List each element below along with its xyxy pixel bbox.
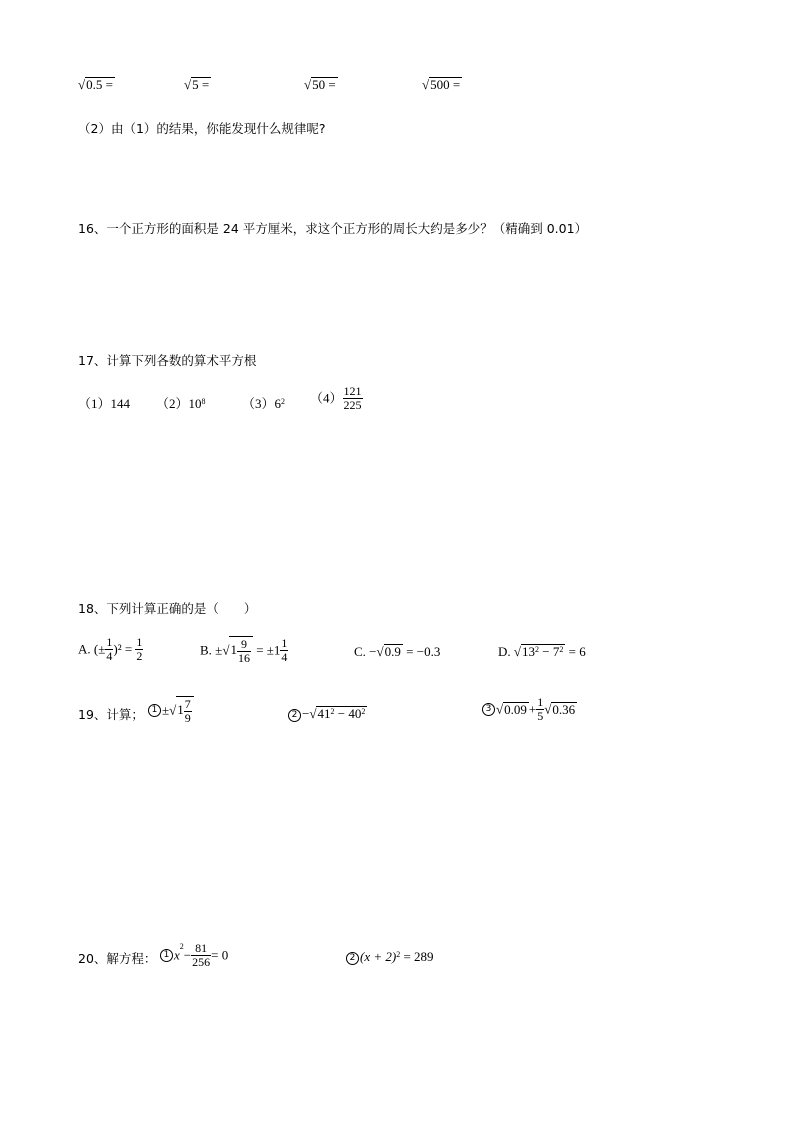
q17-item-3: $(3)6^2$: [242, 396, 286, 411]
sqrt-0.5: 0.5 =: [86, 77, 113, 92]
q18-option-b: B. ±√1 $\frac{9}{16}$ = ±1 $\frac{1}{4}$: [200, 635, 288, 665]
q18-option-a: A. (± $\frac{1}{4}$ )² = $\frac{1}{2}$: [78, 635, 143, 663]
circle-2-icon: 2: [346, 952, 359, 965]
q20-part-1: 1 $x^2-$ $\frac{81}{256}$ = 0: [160, 942, 228, 969]
q17-item-2: $(2)10^8$: [156, 396, 206, 411]
q19-part-2: $2 -√41^2 - 40^2$: [288, 706, 367, 722]
q17-title: 17、计算下列各数的算术平方根: [78, 353, 257, 368]
q19-part-3: 3 √0.09 + $\frac{1}{5}$ √0.36: [482, 696, 577, 723]
q20-part-2: 2 $(x + 2)^2 = 289$: [346, 950, 434, 965]
circle-1-icon: 1: [148, 704, 161, 717]
sqrt-50: 50 =: [312, 77, 336, 92]
q20-title: 20、解方程：: [78, 951, 157, 966]
circle-2-icon: 2: [288, 709, 301, 722]
q18-option-c: C. −√0.9 = −0.3: [354, 644, 441, 659]
sqrt-5: 5 =: [192, 77, 210, 92]
q17-item-4: （4） $\frac{121}{225}$: [310, 384, 362, 412]
q18-option-d: D. $√13^2 - 7^2 = 6$: [498, 644, 586, 659]
q17-item-1: （1）144: [78, 396, 131, 411]
q19-part-1: 1 ±√1 $\frac{7}{9}$: [148, 696, 194, 725]
circle-3-icon: 3: [482, 703, 495, 716]
sqrt-500: 500 =: [430, 77, 461, 92]
q15-part2: （2）由（1）的结果，你能发现什么规律呢?: [78, 121, 326, 136]
circle-1-icon: 1: [160, 949, 173, 962]
q19-title: 19、计算；: [78, 707, 144, 722]
q16-text: 16、一个正方形的面积是 24 平方厘米，求这个正方形的周长大约是多少？（精确到 0.01）: [78, 221, 588, 236]
q18-title: 18、下列计算正确的是（ ）: [78, 601, 257, 616]
